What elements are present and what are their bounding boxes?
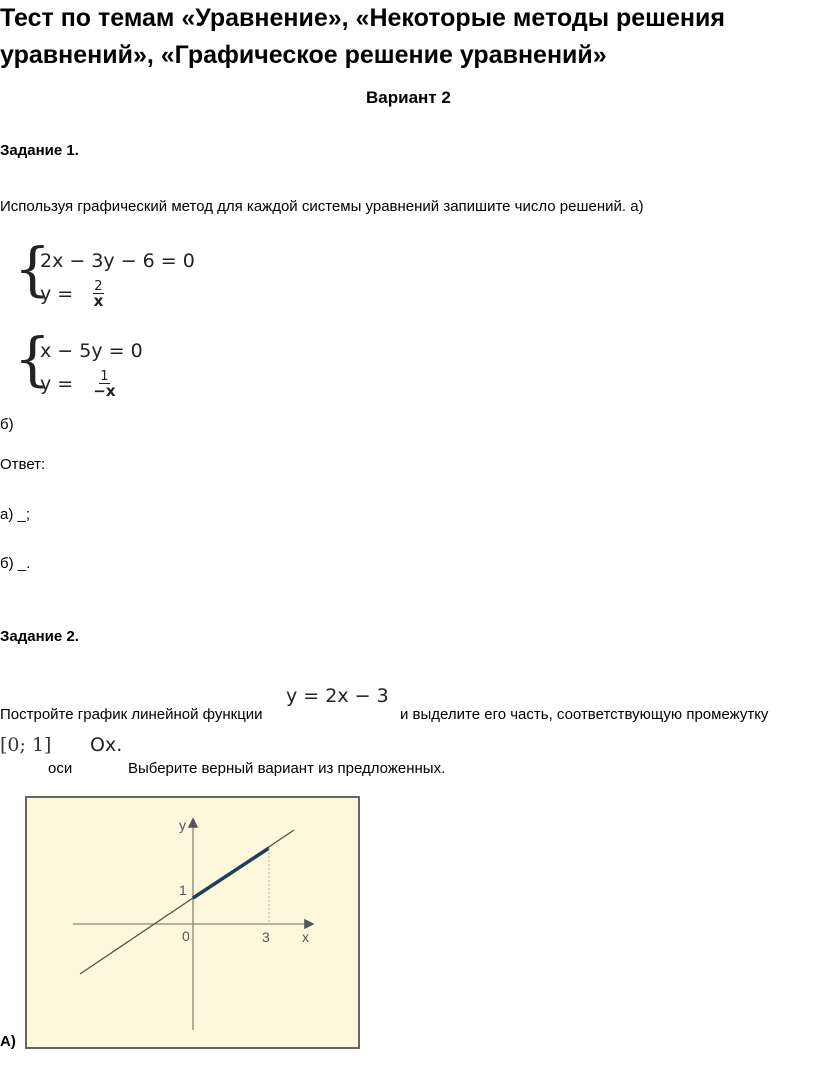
answer-b: б) _.	[0, 555, 31, 572]
origin-label: 0	[182, 928, 190, 944]
y-axis-label: y	[179, 817, 186, 833]
task2-text-before: Постройте график линейной функции	[0, 706, 263, 723]
eq-lhs: y =	[40, 373, 74, 395]
answer-a: а) _;	[0, 506, 31, 523]
denominator: x	[93, 292, 104, 310]
graph-svg	[27, 798, 358, 1047]
fraction	[93, 280, 103, 309]
task2-axis-word: оси	[48, 760, 73, 777]
highlighted-segment	[193, 848, 269, 898]
system-a-eq1: 2x − 3y − 6 = 0	[40, 250, 195, 272]
task2-formula: y = 2x − 3	[286, 685, 389, 707]
brace-icon: {	[14, 235, 51, 303]
task2-axis-name: Ox.	[90, 734, 123, 756]
title-line-1: Тест по темам «Уравнение», «Некоторые методы решения	[0, 4, 725, 32]
task2-choose: Выберите верный вариант из предложенных.	[128, 760, 446, 777]
title-line-2: уравнений», «Графическое решение уравнений»	[0, 41, 607, 69]
numerator: 2	[94, 279, 103, 294]
label-b: б)	[0, 416, 14, 433]
brace-icon: {	[14, 325, 51, 393]
system-b-eq2	[40, 370, 116, 399]
y-tick-label: 1	[179, 882, 187, 898]
task2-heading: Задание 2.	[0, 628, 79, 645]
x-axis-label: x	[302, 929, 309, 945]
eq-lhs: y =	[40, 283, 74, 305]
system-b-eq1: x − 5y = 0	[40, 340, 143, 362]
fraction	[93, 370, 115, 399]
task2-text-after: и выделите его часть, соответствующую промежутку	[400, 706, 769, 723]
option-a-graph[interactable]	[25, 796, 360, 1049]
x-tick-label: 3	[262, 929, 270, 945]
task1-heading: Задание 1.	[0, 142, 79, 159]
denominator: −x	[93, 382, 116, 400]
variant-heading: Вариант 2	[366, 88, 451, 107]
numerator: 1	[100, 369, 109, 384]
option-a-label: А)	[0, 1033, 16, 1050]
system-a-eq2	[40, 280, 104, 309]
task2-interval: [0; 1]	[0, 734, 52, 756]
task1-instruction: Используя графический метод для каждой системы уравнений запишите число решений. а)	[0, 198, 644, 215]
answer-label: Ответ:	[0, 456, 46, 473]
